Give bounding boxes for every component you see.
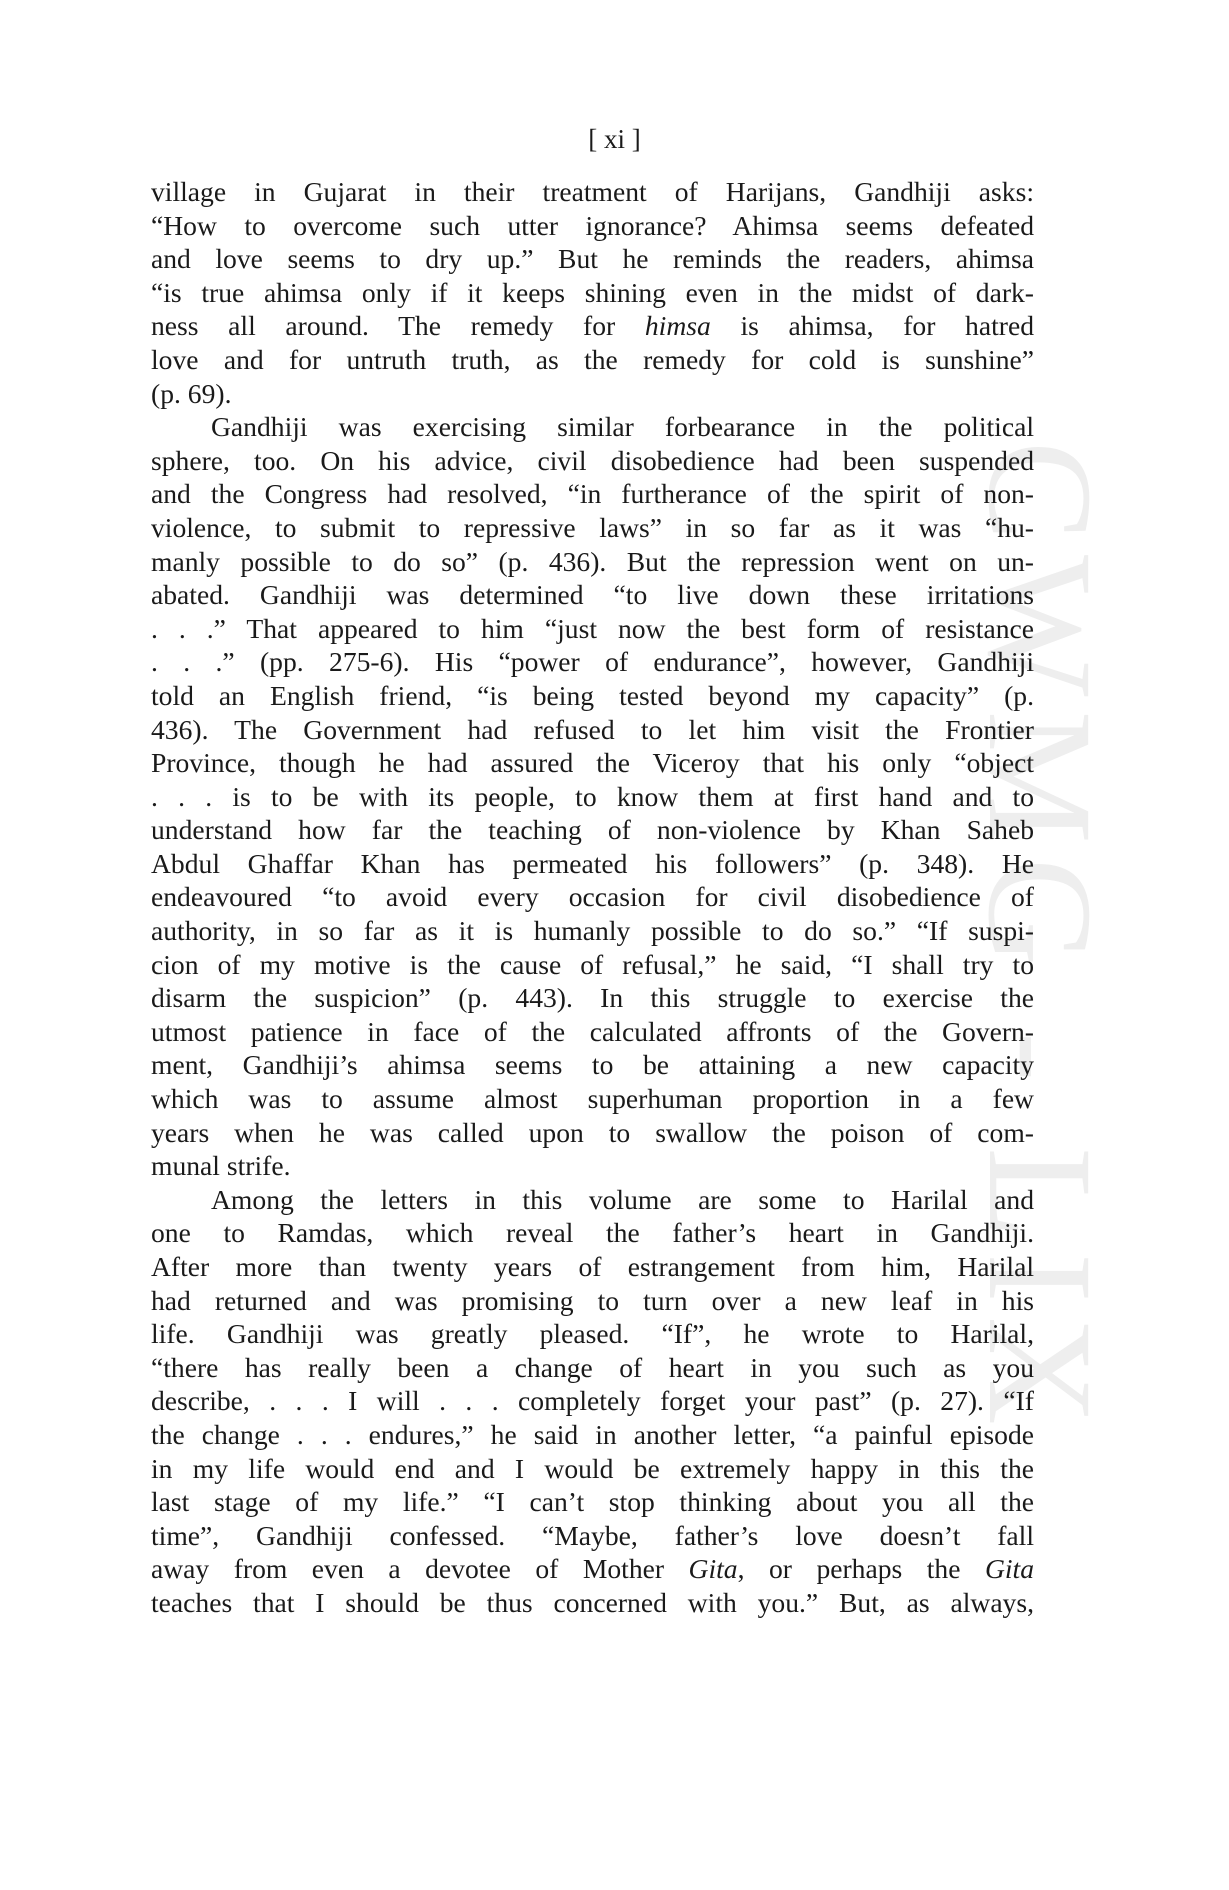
text-line: . . .” (pp. 275-6). His “power of endurance”, however, Gandhiji — [151, 646, 1034, 678]
text-line: Province, though he had assured the Viceroy that his only “object — [151, 747, 1034, 779]
text-line: Gandhiji was exercising similar forbearance in the political — [211, 411, 1034, 443]
text-line: the change . . . endures,” he said in another letter, “a painful episode — [151, 1418, 1034, 1450]
text-line: understand how far the teaching of non-violence by Khan Saheb — [151, 814, 1034, 846]
text-line: and the Congress had resolved, “in furtherance of the spirit of non- — [151, 478, 1034, 510]
text-line: told an English friend, “is being tested beyond my capacity” (p. — [151, 679, 1034, 711]
text-line: which was to assume almost superhuman proportion in a few — [151, 1083, 1034, 1115]
page-number: [ xi ] — [588, 124, 641, 154]
text-line: had returned and was promising to turn over a new leaf in his — [151, 1284, 1034, 1316]
text-line: endeavoured “to avoid every occasion for civil disobedience of — [151, 881, 1034, 913]
text-line: After more than twenty years of estrangement from him, Harilal — [151, 1251, 1034, 1282]
text-line: and love seems to dry up.” But he reminds the readers, ahimsa — [151, 243, 1034, 275]
italic-term: Gita — [688, 1553, 738, 1585]
text-line: Abdul Ghaffar Khan has permeated his followers” (p. 348). He — [151, 847, 1034, 879]
text-line: ness all around. The remedy for himsa is ahimsa, for hatred — [151, 310, 1034, 342]
italic-term: himsa — [644, 310, 711, 342]
text-line: Among the letters in this volume are some to Harilal and — [211, 1183, 1034, 1215]
text-line: teaches that I should be thus concerned with you.” But, as always, — [151, 1586, 1034, 1618]
text-line: village in Gujarat in their treatment of Harijans, Gandhiji asks: — [151, 176, 1034, 207]
text-line: 436). The Government had refused to let him visit the Frontier — [151, 713, 1034, 745]
text-line: ment, Gandhiji’s ahimsa seems to be attaining a new capacity — [151, 1049, 1034, 1081]
text-line: time”, Gandhiji confessed. “Maybe, father’s love doesn’t fall — [151, 1519, 1034, 1551]
body-text — [151, 175, 1034, 1620]
watermark-text: CWMG - LIX — [957, 440, 1123, 1440]
text-line: violence, to submit to repressive laws” in so far as it was “hu- — [151, 511, 1034, 543]
text-line: abated. Gandhiji was determined “to live down these irritations — [151, 579, 1034, 611]
text-line: away from even a devotee of Mother Gita, or perhaps the Gita — [151, 1553, 1034, 1585]
text-line: in my life would end and I would be extremely happy in this the — [151, 1452, 1034, 1484]
text-line: one to Ramdas, which reveal the father’s heart in Gandhiji. — [151, 1217, 1034, 1249]
text-line: life. Gandhiji was greatly pleased. “If”, he wrote to Harilal, — [151, 1318, 1034, 1350]
text-line: “there has really been a change of heart in you such as you — [151, 1351, 1034, 1383]
text-line: “is true ahimsa only if it keeps shining even in the midst of dark- — [151, 276, 1034, 308]
text-line: years when he was called upon to swallow the poison of com- — [151, 1116, 1034, 1148]
text-line: sphere, too. On his advice, civil disobedience had been suspended — [151, 444, 1034, 476]
italic-term: Gita — [984, 1553, 1034, 1585]
text-line: . . . is to be with its people, to know them at first hand and to — [151, 780, 1034, 812]
text-line: munal strife. — [151, 1150, 291, 1182]
text-line: manly possible to do so” (p. 436). But the repression went on un- — [151, 545, 1034, 577]
text-line: disarm the suspicion” (p. 443). In this struggle to exercise the — [151, 982, 1034, 1014]
text-line: last stage of my life.” “I can’t stop thinking about you all the — [151, 1486, 1034, 1518]
text-line: cion of my motive is the cause of refusal,” he said, “I shall try to — [151, 948, 1034, 980]
text-line: (p. 69). — [151, 377, 232, 409]
text-line: describe, . . . I will . . . completely forget your past” (p. 27). “If — [151, 1385, 1034, 1417]
text-line: authority, in so far as it is humanly possible to do so.” “If suspi- — [151, 915, 1034, 947]
text-line: “How to overcome such utter ignorance? Ahimsa seems defeated — [151, 209, 1034, 241]
text-line: . . .” That appeared to him “just now the best form of resistance — [151, 612, 1034, 644]
text-line: utmost patience in face of the calculated affronts of the Govern- — [151, 1015, 1034, 1047]
text-line: love and for untruth truth, as the remedy for cold is sunshine” — [151, 343, 1034, 375]
